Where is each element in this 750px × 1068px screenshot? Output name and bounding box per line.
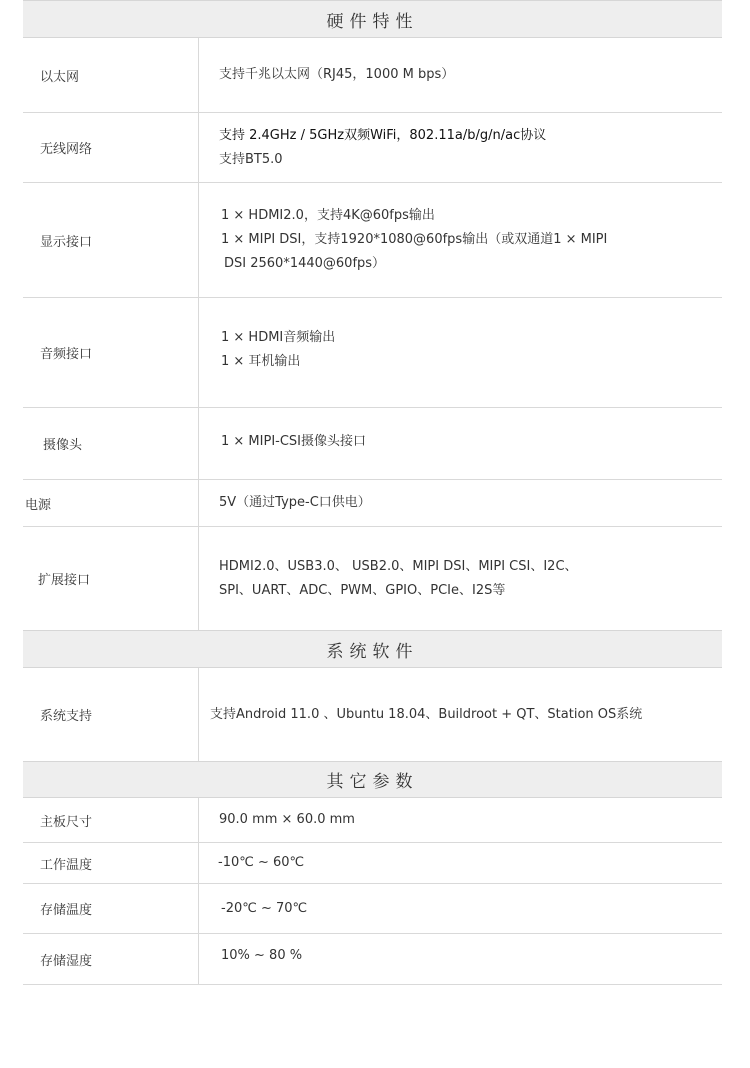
spec-label: 存储温度 xyxy=(23,884,199,933)
spec-value-line: 5V（通过Type-C口供电） xyxy=(219,495,371,510)
spec-row-power xyxy=(23,480,722,527)
spec-value-line: 支持BT5.0 xyxy=(219,151,283,167)
spec-value-line: 10% ~ 80 % xyxy=(221,948,303,963)
spec-label: 无线网络 xyxy=(23,113,199,182)
spec-row-wireless xyxy=(23,113,722,183)
spec-value xyxy=(199,38,722,112)
spec-value-line: -20℃ ~ 70℃ xyxy=(221,900,308,916)
spec-label: 电源 xyxy=(23,480,199,526)
spec-row-storage-humidity xyxy=(23,934,722,985)
spec-sheet xyxy=(23,0,722,985)
spec-value-line: 支持千兆以太网（RJ45，1000 M bps） xyxy=(219,67,455,82)
spec-label: 系统支持 xyxy=(23,668,199,761)
spec-value-line: 90.0 mm × 60.0 mm xyxy=(219,812,355,827)
spec-row-display xyxy=(23,183,722,298)
spec-label: 音频接口 xyxy=(23,298,199,407)
spec-value xyxy=(199,113,722,182)
spec-value xyxy=(199,934,722,984)
spec-row-ethernet xyxy=(23,38,722,113)
spec-row-board-size xyxy=(23,798,722,843)
spec-value-line: 支持Android 11.0 、Ubuntu 18.04、Buildroot + QT、Station OS系统 xyxy=(210,706,643,722)
spec-value xyxy=(199,183,722,297)
spec-value-line: 1 × 耳机输出 xyxy=(221,354,301,369)
spec-value-line: 1 × MIPI-CSI摄像头接口 xyxy=(221,434,367,449)
spec-value xyxy=(199,843,722,883)
spec-value xyxy=(199,884,722,933)
spec-row-storage-temp xyxy=(23,884,722,934)
spec-label: 存储湿度 xyxy=(23,934,199,984)
spec-value-line: SPI、UART、ADC、PWM、GPIO、PCIe、I2S等 xyxy=(219,582,506,598)
spec-value-line: -10℃ ~ 60℃ xyxy=(218,855,305,870)
spec-value xyxy=(199,408,722,479)
spec-value-line: 1 × MIPI DSI，支持1920*1080@60fps输出（或双通道1 × MIPI xyxy=(221,232,608,247)
spec-row-operating-temp xyxy=(23,843,722,884)
spec-value-line: HDMI2.0、USB3.0、 USB2.0、MIPI DSI、MIPI CSI、I2C、 xyxy=(219,558,578,574)
spec-value-line: 1 × HDMI2.0，支持4K@60fps输出 xyxy=(221,208,435,223)
spec-row-camera xyxy=(23,408,722,480)
spec-label: 工作温度 xyxy=(23,843,199,883)
spec-value-line: 1 × HDMI音频输出 xyxy=(221,330,336,345)
spec-value xyxy=(199,298,722,407)
spec-row-audio xyxy=(23,298,722,408)
spec-row-os xyxy=(23,668,722,761)
spec-label: 扩展接口 xyxy=(23,527,199,630)
spec-row-expansion xyxy=(23,527,722,630)
section-header-hardware: 硬件特性 xyxy=(23,0,722,38)
spec-value xyxy=(199,668,722,761)
spec-value xyxy=(199,480,722,526)
section-header-other: 其它参数 xyxy=(23,761,722,798)
spec-label: 主板尺寸 xyxy=(23,798,199,842)
spec-value xyxy=(199,527,722,630)
spec-value-line: DSI 2560*1440@60fps） xyxy=(224,256,386,271)
spec-label: 显示接口 xyxy=(23,183,199,297)
spec-label: 摄像头 xyxy=(23,408,199,479)
spec-value-line: 支持 2.4GHz / 5GHz双频WiFi，802.11a/b/g/n/ac协议 xyxy=(219,127,547,143)
spec-label: 以太网 xyxy=(23,38,199,112)
spec-value xyxy=(199,798,722,842)
section-header-software: 系统软件 xyxy=(23,630,722,668)
